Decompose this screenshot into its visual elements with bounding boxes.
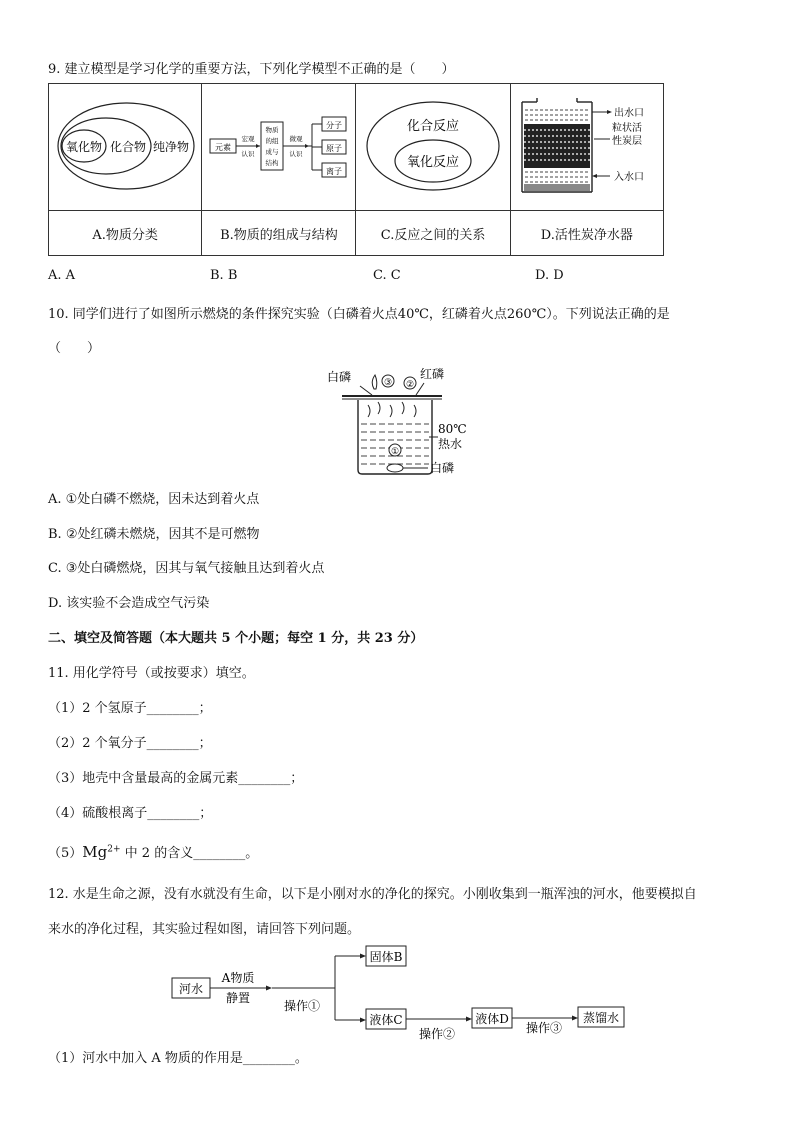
svg-text:微观: 微观 bbox=[289, 135, 303, 143]
mg-charge: 2+ bbox=[107, 844, 121, 855]
reaction-relation-diagram bbox=[358, 84, 508, 206]
q9-option-d[interactable]: D. D bbox=[535, 268, 564, 283]
q10-option-b[interactable]: B. ②处红磷未燃烧，因其不是可燃物 bbox=[48, 527, 260, 542]
caption-c: C.反应之间的关系 bbox=[356, 211, 510, 256]
panel-b-figure bbox=[202, 84, 356, 211]
temperature-label: 80℃ bbox=[438, 422, 467, 436]
svg-text:的组: 的组 bbox=[265, 137, 279, 145]
svg-text:③: ③ bbox=[383, 378, 393, 388]
molecule-label: 分子 bbox=[325, 121, 342, 130]
carbon-filter-diagram bbox=[512, 84, 662, 206]
q12-stem-line2: 来水的净化过程，其实验过程如图，请回答下列问题。 bbox=[48, 922, 361, 937]
river-water-box: 河水 bbox=[178, 982, 204, 996]
q9-option-b[interactable]: B. B bbox=[210, 268, 238, 283]
standing-label: 静置 bbox=[225, 991, 251, 1005]
classification-diagram bbox=[50, 84, 200, 206]
red-phosphorus-label: 红磷 bbox=[420, 367, 445, 381]
q11-item-4: （4）硫酸根离子________； bbox=[48, 806, 213, 821]
q10-option-c[interactable]: C. ③处白磷燃烧，因其与氧气接触且达到着火点 bbox=[48, 561, 325, 576]
q12-stem-line1: 12. 水是生命之源，没有水就没有生命，以下是小刚对水的净化的探究。小刚收集到一瓶浑浊的河水，他要模拟自 bbox=[48, 887, 697, 902]
q11-item-1: （1）2 个氢原子________； bbox=[48, 701, 212, 716]
svg-text:物质: 物质 bbox=[265, 126, 279, 134]
ion-label: 离子 bbox=[325, 167, 342, 176]
svg-text:元素: 元素 bbox=[214, 143, 231, 152]
atom-label: 原子 bbox=[325, 144, 342, 153]
mg-symbol: Mg bbox=[82, 843, 108, 861]
inlet-label: 入水口 bbox=[613, 172, 644, 183]
oxidation-reaction-label: 氧化反应 bbox=[407, 155, 460, 170]
q11-item-5: $(5)Mg^{2+}$ 中 2 的含义________。 bbox=[48, 843, 259, 861]
q10-stem: 10. 同学们进行了如图所示燃烧的条件探究实验（白磷着火点40℃，红磷着火点260℃）。下列说法正确的是 bbox=[48, 307, 670, 322]
svg-text:②: ② bbox=[405, 380, 415, 390]
q11-stem: 11. 用化学符号（或按要求）填空。 bbox=[48, 666, 255, 681]
panel-a-figure bbox=[49, 84, 202, 211]
q10-option-a[interactable]: A. ①处白磷不燃烧，因未达到着火点 bbox=[48, 492, 260, 507]
operation-2-label: 操作② bbox=[418, 1027, 456, 1040]
section-two-heading: 二、填空及简答题（本大题共 5 个小题；每空 1 分，共 23 分） bbox=[48, 631, 424, 646]
caption-d: D.活性炭净水器 bbox=[510, 211, 663, 256]
q9-option-c[interactable]: C. C bbox=[373, 268, 401, 283]
panel-d-figure bbox=[510, 84, 663, 211]
liquid-d-box: 液体D bbox=[475, 1012, 509, 1026]
outlet-label: 出水口 bbox=[613, 108, 644, 119]
svg-text:认识: 认识 bbox=[289, 150, 303, 158]
q11-item-3: （3）地壳中含量最高的金属元素________； bbox=[48, 771, 304, 786]
q9-stem: 9. 建立模型是学习化学的重要方法，下列化学模型不正确的是（ ） bbox=[48, 62, 455, 77]
compound-label: 化合物 bbox=[110, 140, 147, 154]
pure-substance-label: 纯净物 bbox=[153, 140, 190, 154]
q9-model-table bbox=[48, 83, 664, 256]
operation-1-label: 操作① bbox=[283, 999, 321, 1013]
solid-b-box: 固体B bbox=[369, 950, 403, 964]
white-phosphorus-bottom-label: 白磷 bbox=[430, 461, 455, 475]
combination-reaction-label: 化合反应 bbox=[407, 119, 460, 134]
distilled-water-box: 蒸馏水 bbox=[582, 1011, 620, 1025]
svg-text:粒状活: 粒状活 bbox=[611, 123, 642, 134]
q11-item-2: （2）2 个氧分子________； bbox=[48, 736, 212, 751]
svg-text:①: ① bbox=[390, 447, 400, 457]
hot-water-label: 热水 bbox=[438, 437, 463, 451]
svg-text:结构: 结构 bbox=[265, 159, 279, 167]
svg-text:成与: 成与 bbox=[265, 148, 279, 156]
macro-label: 宏观 bbox=[241, 135, 255, 143]
a-substance-label: A物质 bbox=[221, 971, 255, 985]
panel-c-figure bbox=[356, 84, 510, 211]
caption-b: B.物质的组成与结构 bbox=[202, 211, 356, 256]
liquid-c-box: 液体C bbox=[369, 1013, 403, 1027]
caption-a: A.物质分类 bbox=[49, 211, 202, 256]
q12-sub-1: （1）河水中加入 A 物质的作用是________。 bbox=[48, 1051, 308, 1066]
water-purification-flowchart bbox=[160, 940, 640, 1040]
combustion-experiment-figure bbox=[320, 362, 480, 480]
q10-option-d[interactable]: D. 该实验不会造成空气污染 bbox=[48, 596, 210, 611]
operation-3-label: 操作③ bbox=[525, 1021, 563, 1035]
white-phosphorus-top-label: 白磷 bbox=[327, 370, 352, 384]
q9-option-a[interactable]: A. A bbox=[48, 268, 76, 283]
oxide-label: 氧化物 bbox=[66, 140, 103, 154]
svg-text:性炭层: 性炭层 bbox=[611, 136, 642, 147]
svg-text:认识: 认识 bbox=[241, 150, 255, 158]
q10-paren: （ ） bbox=[48, 341, 101, 356]
composition-diagram bbox=[204, 84, 354, 206]
